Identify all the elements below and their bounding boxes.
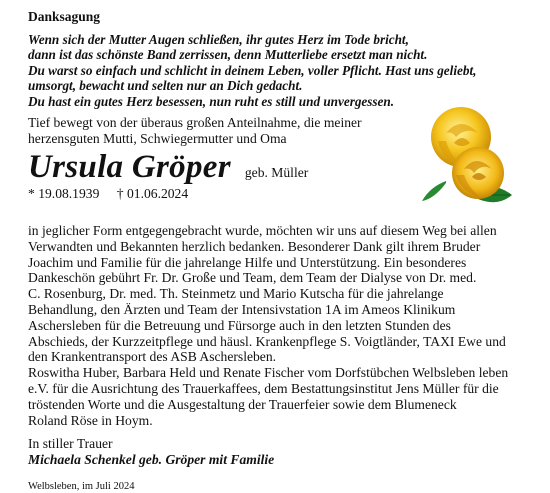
notice-heading: Danksagung xyxy=(28,9,101,24)
birth-name: geb. Müller xyxy=(244,165,309,181)
body-line: Abschieds, der Kurzzeitpflege und häusl. Krankenpflege S. Voigtländer, TAXI Ewe und xyxy=(28,333,506,349)
body-line: tröstenden Worte und die Ausgestaltung der Trauerfeier sowie dem Blumeneck xyxy=(28,396,457,412)
poem xyxy=(28,32,530,109)
body-line: Roswitha Huber, Barbara Held und Renate Fischer vom Dorfstübchen Welbsleben leben xyxy=(28,365,509,381)
death-date: † 01.06.2024 xyxy=(116,186,189,202)
body-line: Dankeschön gebührt Fr. Dr. Große und Team, dem Team der Dialyse von Dr. med. xyxy=(28,270,477,286)
poem-line: Du hast ein gutes Herz besessen, nun ruht es still und unvergessen. xyxy=(28,93,395,109)
signature: Michaela Schenkel geb. Gröper mit Familie xyxy=(28,452,275,468)
body-line: den Krankentransport des ASB Aschersleben. xyxy=(28,349,277,365)
yellow-roses-image xyxy=(416,103,528,213)
poem-line: umsorgt, bewacht und selten nur an Dich gedacht. xyxy=(28,78,303,94)
intro-text: Tief bewegt von der überaus großen Anteilnahme, die meiner herzensguten Mutti, Schwiegermutter und Oma xyxy=(28,115,362,147)
thank-you-text xyxy=(28,223,532,428)
birth-date: * 19.08.1939 xyxy=(28,186,100,202)
poem-line: Wenn sich der Mutter Augen schließen, ihr gutes Herz im Tode bricht, xyxy=(28,32,409,47)
body-line: in jeglicher Form entgegengebracht wurde, möchten wir uns auf diesem Weg bei allen xyxy=(28,223,497,239)
body-line: Joachim und Familie für die jahrelange Hilfe und Unterstützung. Ein besonderes xyxy=(28,254,467,270)
poem-line: Du warst so einfach und schlicht in deinem Leben, voller Pflicht. Hast uns geliebt, xyxy=(28,62,477,78)
place-date: Welbsleben, im Juli 2024 xyxy=(28,481,135,493)
body-line: Roland Röse in Hoym. xyxy=(28,412,153,428)
poem-line: dann ist das schönste Band zerrissen, denn Mutterliebe ersetzt man nicht. xyxy=(28,47,428,63)
body-line: Aschersleben für die Betreuung und Fürsorge auch in den letzten Stunden des xyxy=(28,317,451,333)
body-line: Behandlung, den Ärzten und Team der Intensivstation 1A im Ameos Klinikum xyxy=(28,302,456,318)
body-line: Verwandten und Bekannten herzlich bedanken. Besonderer Dank gilt ihrem Bruder xyxy=(28,238,481,254)
intro-block xyxy=(28,115,530,213)
body-line: e.V. für die Ausrichtung des Trauerkaffees, dem Bestattungsinstitut Jens Müller für die xyxy=(28,381,499,396)
body-line: C. Rosenburg, Dr. med. Th. Steinmetz und Mario Kutscha für die jahrelange xyxy=(28,286,444,302)
deceased-name: Ursula Gröper xyxy=(28,149,231,186)
closing-phrase: In stiller Trauer xyxy=(28,436,113,452)
